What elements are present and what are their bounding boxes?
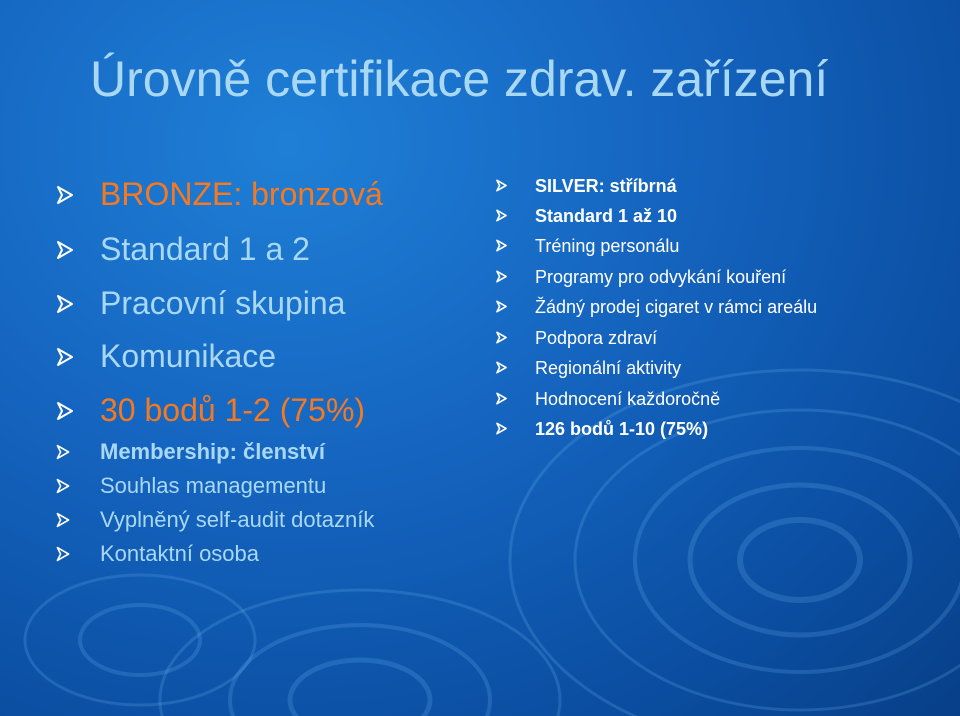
list-item [55,175,383,213]
list-item-text: Standard 1 a 2 [100,231,310,267]
list-item-text: Pracovní skupina [100,285,346,321]
list-item [55,284,345,322]
arrow-bullet-icon [55,512,71,528]
list-item [55,472,326,500]
list-item-text: Membership: členství [100,439,325,464]
arrow-bullet-icon [55,401,75,421]
list-item [55,230,310,268]
list-item-text: Standard 1 až 10 [535,206,678,226]
list-item-text: Programy pro odvykání kouření [535,267,787,287]
list-item [495,418,708,440]
list-item-text: Vyplněný self-audit dotazník [100,507,375,532]
list-item-text: Podpora zdraví [535,328,658,348]
list-item [495,327,657,349]
slide-title: Úrovně certifikace zdrav. zařízení [90,51,829,107]
list-item-text: BRONZE: bronzová [100,176,383,212]
arrow-bullet-icon [495,392,508,405]
list-item [495,235,679,257]
arrow-bullet-icon [55,347,75,367]
list-item [495,266,786,288]
arrow-bullet-icon [495,300,508,313]
list-item-text: Souhlas managementu [100,473,327,498]
list-item-text: Regionální aktivity [535,358,682,378]
list-item [55,438,325,466]
arrow-bullet-icon [55,185,75,205]
list-item-text: 126 bodů 1-10 (75%) [535,419,709,439]
arrow-bullet-icon [495,239,508,252]
list-item-text: Žádný prodej cigaret v rámci areálu [535,297,818,317]
list-item [495,388,720,410]
list-item [495,296,817,318]
list-item [55,506,374,534]
list-item-text: SILVER: stříbrná [535,176,677,196]
arrow-bullet-icon [55,444,71,460]
arrow-bullet-icon [495,422,508,435]
list-item [495,175,677,197]
arrow-bullet-icon [495,179,508,192]
list-item [55,391,365,429]
arrow-bullet-icon [55,478,71,494]
arrow-bullet-icon [495,331,508,344]
arrow-bullet-icon [55,240,75,260]
list-item-text: Kontaktní osoba [100,541,260,566]
arrow-bullet-icon [495,209,508,222]
list-item [55,540,259,568]
arrow-bullet-icon [495,361,508,374]
list-item-text: Tréning personálu [535,236,680,256]
list-item-text: Komunikace [100,338,277,374]
list-item-text: Hodnocení každoročně [535,389,721,409]
list-item-text: 30 bodů 1-2 (75%) [100,392,366,428]
arrow-bullet-icon [495,270,508,283]
list-item [495,357,681,379]
arrow-bullet-icon [55,294,75,314]
list-item [55,337,276,375]
list-item [495,205,677,227]
arrow-bullet-icon [55,546,71,562]
